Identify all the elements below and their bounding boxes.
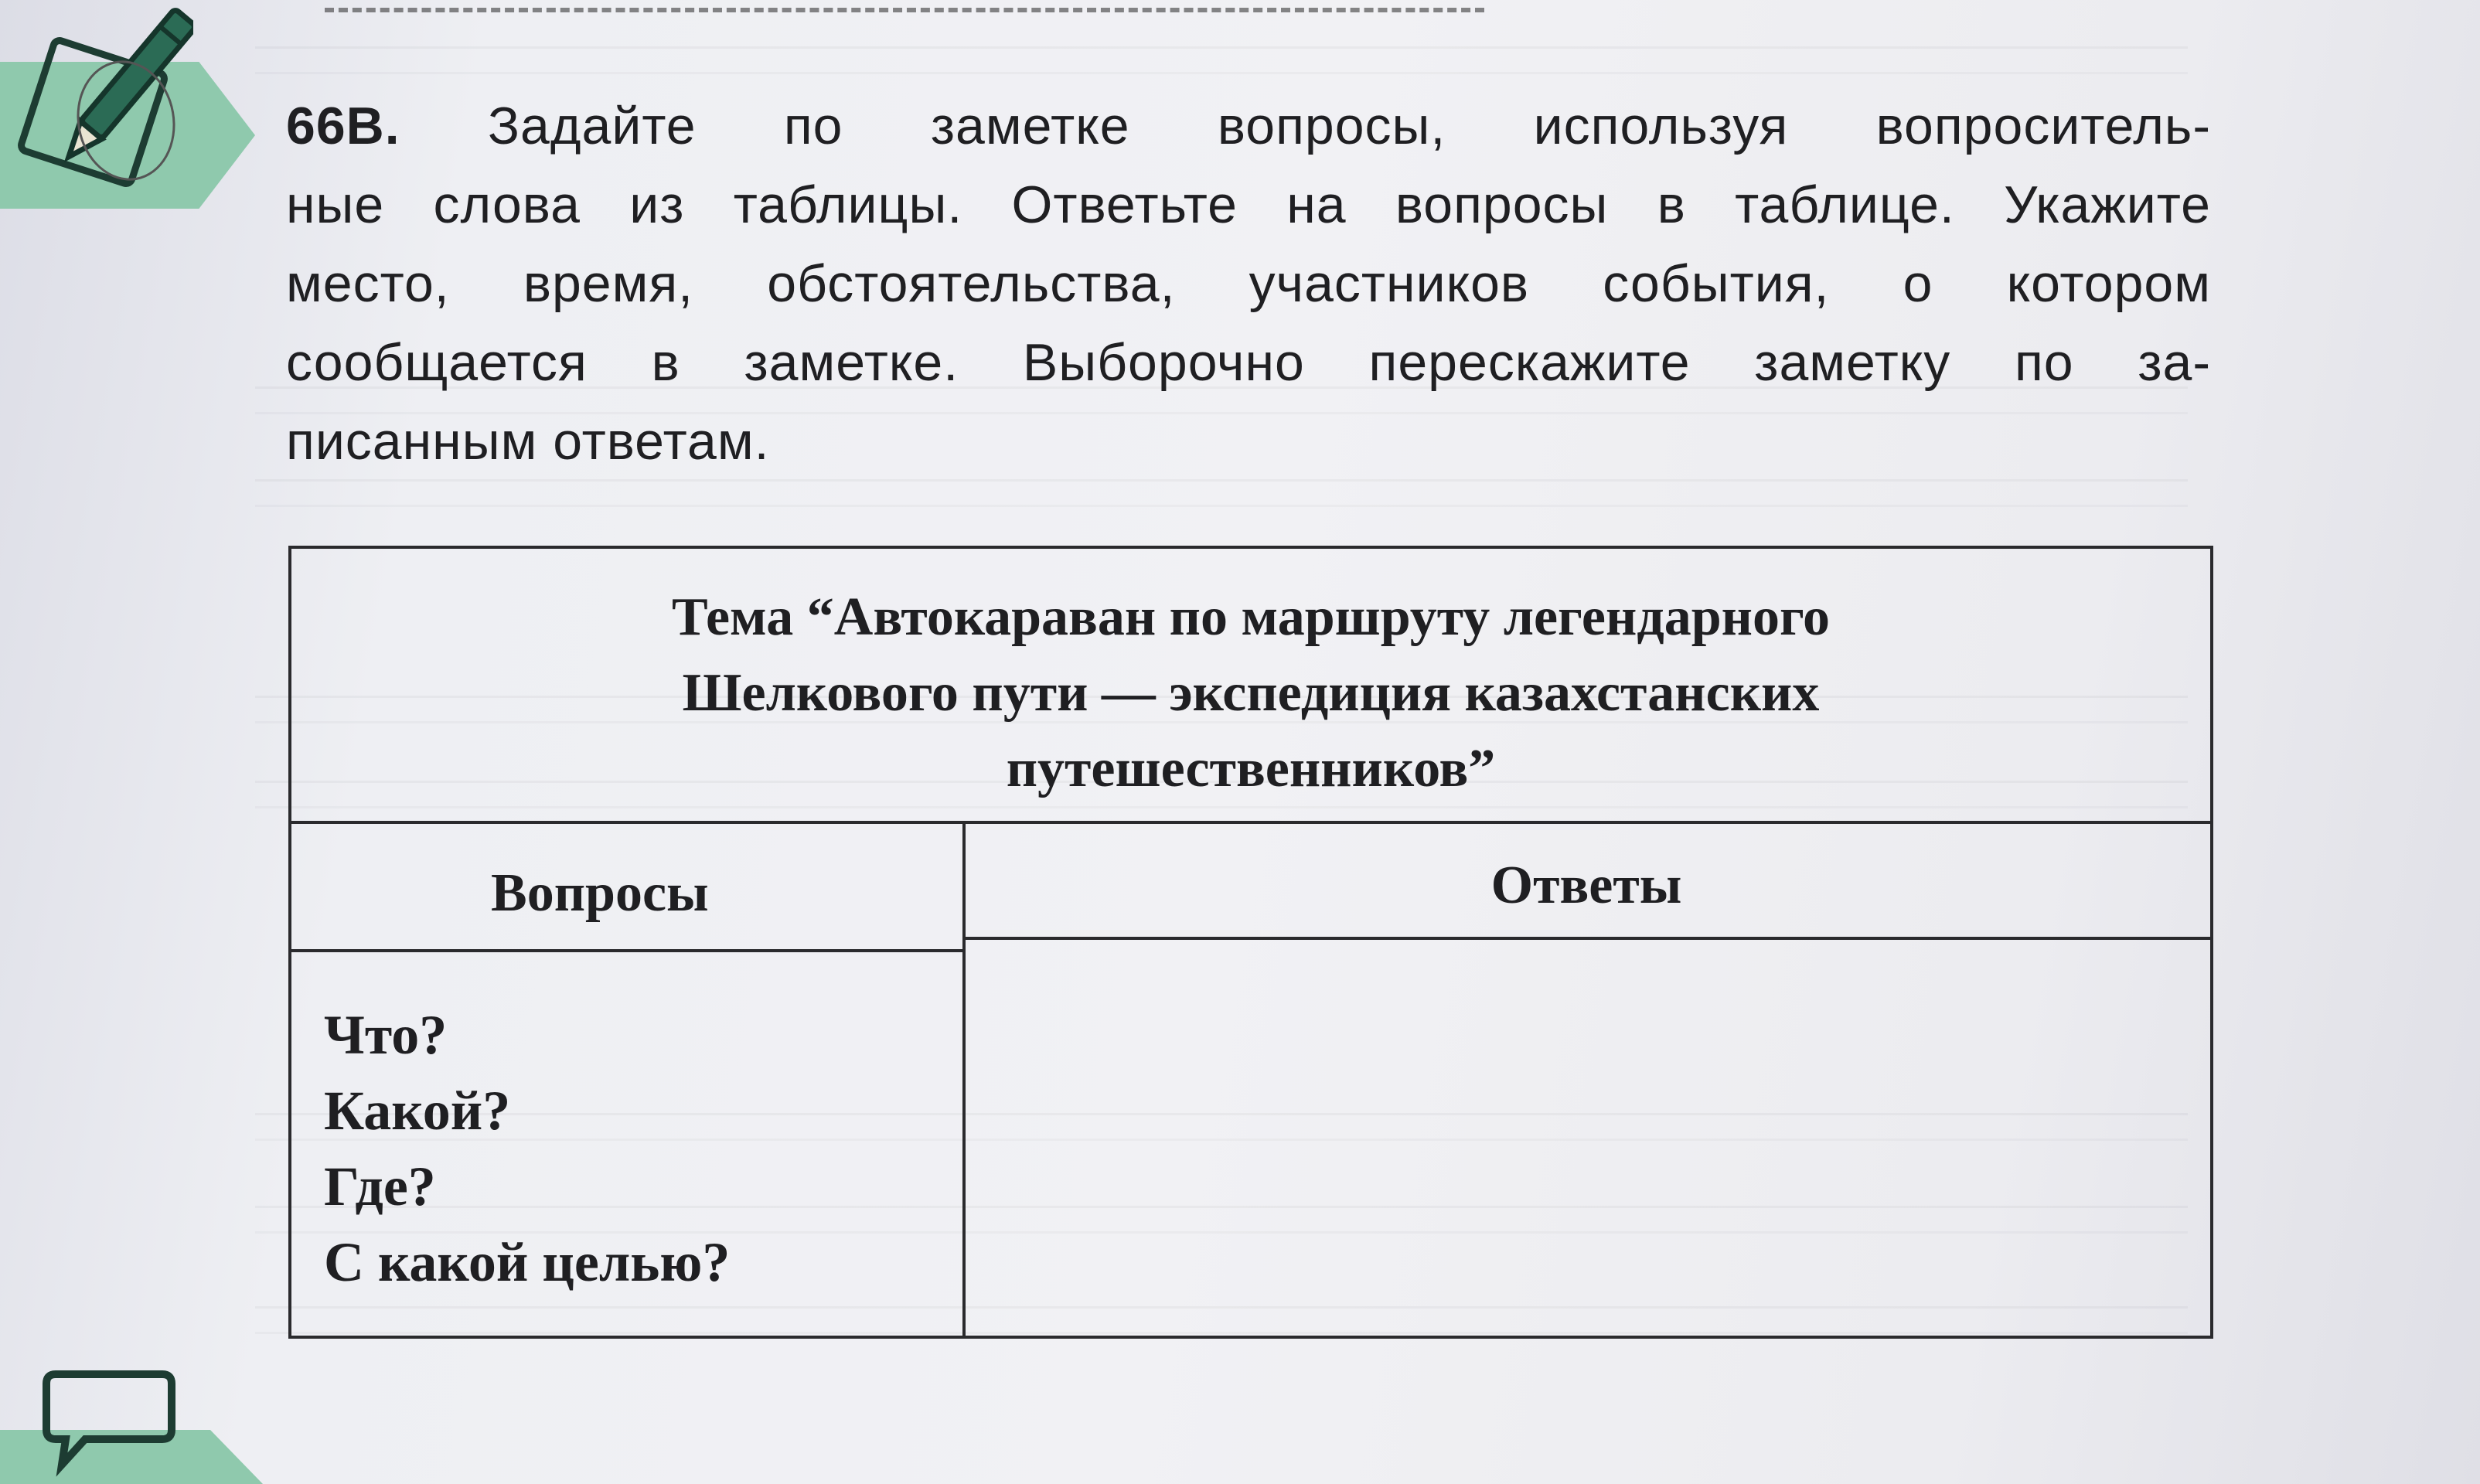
questions-header-cell [291,824,962,952]
question-purpose: С какой целью? [324,1231,731,1293]
exercise-line-1: 66В. Задайте по заметке вопросы, используя вопроситель- [286,97,2211,155]
question-answer-table [288,546,2213,1339]
topic-line-1: Тема “Автокараван по маршруту легендарного [671,587,1831,647]
answers-header: Ответы [1490,856,1682,915]
exercise-line-3: место, время, обстоятельства, участников события, о котором [286,254,2211,313]
question-where: Где? [324,1156,436,1217]
topic-line-3: путешественников” [1006,739,1496,798]
cut-off-text-line [325,0,1484,12]
exercise-text [286,87,2211,481]
questions-list [324,997,730,1300]
answers-header-cell [962,824,2210,940]
bleed-through-line [255,479,2188,507]
exercise-number: 66В. [286,97,400,155]
table-topic-title [291,549,2210,824]
exercise-line-5: писанным ответам. [286,412,770,471]
speech-bubble-icon [31,1368,193,1484]
exercise-line-4: сообщается в заметке. Выборочно перескажите заметку по за- [286,333,2211,392]
question-what: Что? [324,1004,448,1066]
topic-line-2: Шелкового пути — экспедиция казахстанских [682,663,1820,723]
question-which: Какой? [324,1080,511,1142]
bleed-through-line [255,46,2188,74]
questions-header: Вопросы [491,863,709,923]
column-divider [962,824,966,1339]
exercise-line-2: ные слова из таблицы. Ответьте на вопросы в таблице. Укажите [286,175,2211,234]
